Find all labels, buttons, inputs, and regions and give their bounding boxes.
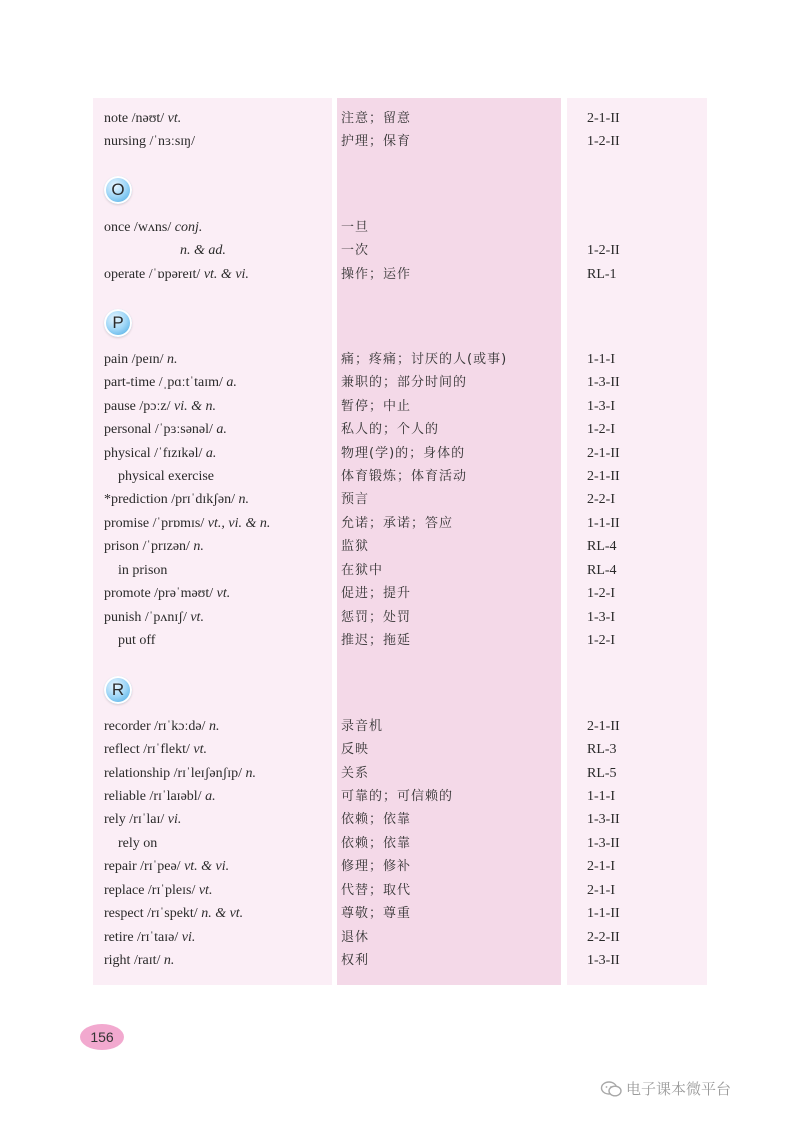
reference-punish: 1-3-I — [587, 610, 615, 625]
headword-relationship — [104, 765, 256, 783]
part-of-speech: vi. — [181, 930, 196, 945]
reference-rely-on: 1-3-II — [587, 836, 620, 851]
headword-text: recorder /rɪˈkɔːdə/ — [104, 719, 209, 734]
part-of-speech: a. — [226, 375, 237, 390]
headword-in-prison — [118, 562, 167, 580]
headword-retire — [104, 929, 195, 947]
translation-punish: 惩罚；处罚 — [341, 610, 412, 625]
reference-pain: 1-1-I — [587, 352, 615, 367]
reference-retire: 2-2-II — [587, 930, 620, 945]
section-letter-r — [104, 676, 132, 704]
reference-replace: 2-1-I — [587, 883, 615, 898]
part-of-speech: a. — [216, 422, 227, 437]
translation-pause: 暂停；中止 — [341, 399, 412, 414]
headword-replace — [104, 882, 212, 900]
part-of-speech: vi. & n. — [173, 399, 216, 414]
part-of-speech: n. — [245, 766, 257, 781]
headword-text: put off — [118, 633, 156, 648]
reference-rely: 1-3-II — [587, 812, 620, 827]
part-of-speech: vt. & vi. — [203, 267, 249, 282]
headword-text: promise /ˈprɒmɪs/ — [104, 516, 208, 531]
headword-nursing — [104, 133, 195, 151]
translation-personal: 私人的；个人的 — [341, 422, 440, 437]
reference-relationship: RL-5 — [587, 766, 617, 781]
headword-text: in prison — [118, 563, 168, 578]
translation-put-off: 推迟；拖延 — [341, 633, 412, 648]
part-of-speech: vt., vi. & n. — [207, 516, 271, 531]
headword-right — [104, 952, 174, 970]
headword-prison — [104, 538, 204, 556]
watermark-text: 电子课本微平台 — [626, 1080, 732, 1098]
headword-rely-on — [118, 835, 157, 853]
reference-promote: 1-2-I — [587, 586, 615, 601]
part-of-speech: a. — [205, 789, 216, 804]
translation-repair: 修理；修补 — [341, 859, 412, 874]
translation-rely-on: 依赖；依靠 — [341, 836, 412, 851]
translation-in-prison: 在狱中 — [341, 563, 384, 578]
section-letter-text: R — [111, 680, 125, 699]
reference-part-time: 1-3-II — [587, 375, 620, 390]
headword-recorder — [104, 718, 219, 736]
translation-retire: 退休 — [341, 930, 370, 945]
headword-text: nursing /ˈnɜːsɪŋ/ — [104, 134, 195, 149]
headword-part-time — [104, 374, 237, 392]
section-letter-o — [104, 176, 132, 204]
reference-prison: RL-4 — [587, 539, 617, 554]
part-of-speech: n. — [238, 492, 250, 507]
part-of-speech: a. — [205, 446, 217, 461]
part-of-speech: vt. — [216, 586, 231, 601]
headword-text: prison /ˈprɪzən/ — [104, 539, 194, 554]
headword-text: rely on — [118, 836, 158, 851]
headword-text: replace /rɪˈpleɪs/ — [104, 883, 199, 898]
headword-text: reliable /rɪˈlaɪəbl/ — [104, 789, 206, 804]
headword-text: promote /prəˈməʊt/ — [104, 586, 217, 601]
headword-note — [104, 110, 181, 128]
headword-text: rely /rɪˈlaɪ/ — [104, 812, 168, 827]
translation-recorder: 录音机 — [341, 719, 384, 734]
reference-put-off: 1-2-I — [587, 633, 615, 648]
translation-rely: 依赖；依靠 — [341, 812, 412, 827]
headword-repair — [104, 858, 229, 876]
headword-personal — [104, 421, 227, 439]
translation-relationship: 关系 — [341, 766, 370, 781]
reference-note: 2-1-II — [587, 111, 620, 126]
headword-text: once /wʌns/ — [104, 220, 175, 235]
translation-replace: 代替；取代 — [341, 883, 412, 898]
reference-nursing: 1-2-II — [587, 134, 620, 149]
headword-put-off — [118, 632, 155, 650]
reference-prediction: 2-2-I — [587, 492, 615, 507]
headword-reliable — [104, 788, 216, 806]
reference-pause: 1-3-I — [587, 399, 615, 414]
reference-in-prison: RL-4 — [587, 563, 617, 578]
headword-text: reflect /rɪˈflekt/ — [104, 742, 194, 757]
part-of-speech: vt. — [167, 111, 182, 126]
translation-prison: 监狱 — [341, 539, 370, 554]
part-of-speech: n. — [167, 352, 178, 367]
headword-physical — [104, 445, 216, 463]
translation-pain: 痛；疼痛；讨厌的人(或事) — [341, 352, 508, 367]
reference-promise: 1-1-II — [587, 516, 620, 531]
headword-rely — [104, 811, 181, 829]
page-number-text: 156 — [90, 1029, 114, 1045]
part-of-speech: n. — [208, 719, 220, 734]
translation-prediction: 预言 — [341, 492, 370, 507]
headword-text: note /nəʊt/ — [104, 111, 168, 126]
part-of-speech: n. & vt. — [201, 906, 244, 921]
headword-text: repair /rɪˈpeə/ — [104, 859, 185, 874]
translation-respect: 尊敬；尊重 — [341, 906, 412, 921]
part-of-speech: vt. & vi. — [184, 859, 230, 874]
translation-right: 权利 — [341, 953, 370, 968]
reference-physical: 2-1-II — [587, 446, 620, 461]
reference-physical-exercise: 2-1-II — [587, 469, 620, 484]
headword-promote — [104, 585, 230, 603]
translation-physical: 物理(学)的；身体的 — [341, 446, 466, 461]
headword-text: *prediction /prɪˈdɪkʃən/ — [104, 492, 239, 507]
reference-operate: RL-1 — [587, 267, 617, 282]
headword-text: personal /ˈpɜːsənəl/ — [104, 422, 217, 437]
reference-once-ad: 1-2-II — [587, 243, 620, 258]
headword-operate — [104, 266, 249, 284]
reference-personal: 1-2-I — [587, 422, 615, 437]
part-of-speech: n. — [193, 539, 204, 554]
translation-promise: 允诺；承诺；答应 — [341, 516, 454, 531]
headword-text: retire /rɪˈtaɪə/ — [104, 930, 182, 945]
headword-text: right /raɪt/ — [104, 953, 164, 968]
headword-text: physical /ˈfɪzɪkəl/ — [104, 446, 206, 461]
headword-text: physical exercise — [118, 469, 215, 484]
headword-pain — [104, 351, 178, 369]
translation-reliable: 可靠的；可信赖的 — [341, 789, 454, 804]
headword-pause — [104, 398, 216, 416]
headword-text: respect /rɪˈspekt/ — [104, 906, 202, 921]
part-of-speech: vt. — [198, 883, 213, 898]
headword-once-ad — [180, 242, 226, 260]
wechat-icon — [600, 1080, 622, 1098]
part-of-speech: vt. — [190, 610, 204, 625]
headword-promise — [104, 515, 270, 533]
headword-text: part-time /ˌpɑːtˈtaɪm/ — [104, 375, 227, 390]
translation-part-time: 兼职的；部分时间的 — [341, 375, 468, 390]
headword-reflect — [104, 741, 207, 759]
translation-once: 一旦 — [341, 220, 370, 235]
headword-punish — [104, 609, 204, 627]
headword-text: pain /peɪn/ — [104, 352, 167, 367]
reference-respect: 1-1-II — [587, 906, 620, 921]
watermark — [600, 1078, 731, 1099]
headword-text: operate /ˈɒpəreɪt/ — [104, 267, 204, 282]
headword-respect — [104, 905, 243, 923]
part-of-speech: vt. — [193, 742, 208, 757]
headword-prediction — [104, 491, 249, 509]
headword-once — [104, 219, 202, 237]
reference-right: 1-3-II — [587, 953, 620, 968]
page-number — [80, 1024, 124, 1050]
reference-recorder: 2-1-II — [587, 719, 620, 734]
part-of-speech: n. — [163, 953, 175, 968]
headword-text: punish /ˈpʌnɪʃ/ — [104, 610, 191, 625]
section-letter-p — [104, 309, 132, 337]
part-of-speech: n. & ad. — [180, 243, 226, 258]
translation-operate: 操作；运作 — [341, 267, 412, 282]
part-of-speech: conj. — [174, 220, 203, 235]
headword-text: relationship /rɪˈleɪʃənʃɪp/ — [104, 766, 246, 781]
translation-physical-exercise: 体育锻炼；体育活动 — [341, 469, 468, 484]
reference-reliable: 1-1-I — [587, 789, 615, 804]
translation-once-ad: 一次 — [341, 243, 370, 258]
translation-promote: 促进；提升 — [341, 586, 412, 601]
section-letter-text: O — [111, 180, 125, 199]
translation-nursing: 护理；保育 — [341, 134, 412, 149]
part-of-speech: vi. — [167, 812, 182, 827]
headword-text: pause /pɔːz/ — [104, 399, 174, 414]
reference-repair: 2-1-I — [587, 859, 615, 874]
reference-reflect: RL-3 — [587, 742, 617, 757]
section-letter-text: P — [112, 313, 124, 332]
translation-note: 注意；留意 — [341, 111, 412, 126]
translation-reflect: 反映 — [341, 742, 370, 757]
headword-physical-exercise — [118, 468, 214, 486]
